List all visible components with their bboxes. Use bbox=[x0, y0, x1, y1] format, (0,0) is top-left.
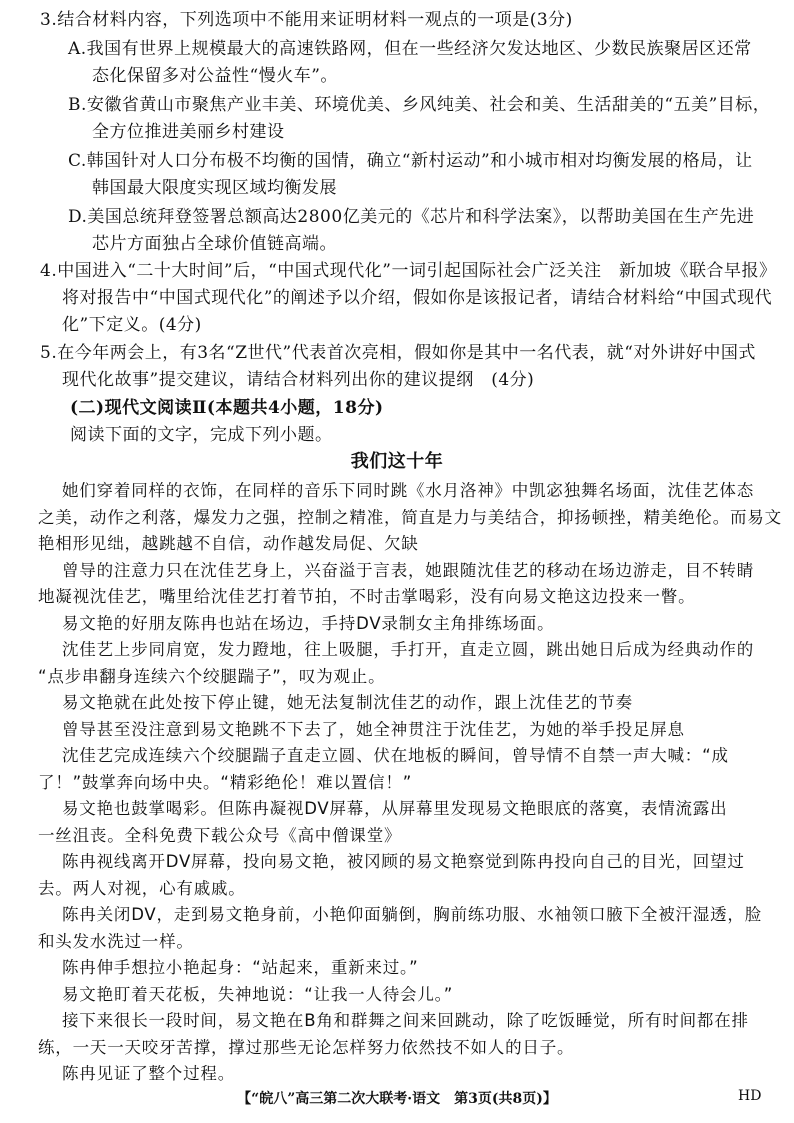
passage-line: 和头发水洗过一样。 bbox=[38, 932, 194, 951]
passage-line: 陈冉视线离开DV屏幕，投向易文艳，被冈顾的易文艳察觉到陈冉投向自己的目光，回望过 bbox=[62, 852, 745, 871]
passage-line: 她们穿着同样的衣饰，在同样的音乐下同时跳《水月洛神》中凯宓独舞名场面，沈佳艺体态 bbox=[62, 481, 754, 500]
passage-line: 了！”鼓掌奔向场中央。“精彩绝伦！难以置信！” bbox=[38, 773, 413, 792]
passage-line: 地凝视沈佳艺，嘴里给沈佳艺打着节拍，不时击掌喝彩，没有向易文艳这边投来一瞥。 bbox=[38, 587, 696, 606]
option-c-line-1: C.韩国针对人口分布极不均衡的国情，确立“新村运动”和小城市相对均衡发展的格局，让 bbox=[68, 151, 753, 171]
passage-line: 陈冉关闭DV，走到易文艳身前，小艳仰面躺倒，胸前练功服、水袖领口腋下全被汗湿透，脸 bbox=[62, 905, 763, 924]
passage-line: 陈冉伸手想拉小艳起身：“站起来，重新来过。” bbox=[62, 958, 419, 977]
passage-title: 我们这十年 bbox=[350, 451, 444, 472]
passage-line: 陈冉见证了整个过程。 bbox=[62, 1064, 235, 1083]
question-4-line-2: 将对报告中“中国式现代化”的阐述予以介绍，假如你是该报记者，请结合材料给“中国式现代 bbox=[62, 288, 773, 308]
footer-tag: HD bbox=[738, 1088, 762, 1104]
passage-line: 一丝沮丧。全科免费下载公众号《高中僧课堂》 bbox=[38, 826, 402, 845]
passage-line: 易文艳也鼓掌喝彩。但陈冉凝视DV屏幕，从屏幕里发现易文艳眼底的落寞，表情流露出 bbox=[62, 799, 728, 818]
passage-line: 沈佳艺完成连续六个绞腿踹子直走立圆、伏在地板的瞬间，曾导情不自禁一声大喊：“成 bbox=[62, 746, 729, 765]
option-c-line-2: 韩国最大限度实现区域均衡发展 bbox=[92, 178, 337, 198]
section-instruction: 阅读下面的文字，完成下列小题。 bbox=[70, 425, 333, 445]
passage-line: 艳相形见绌，越跳越不自信，动作越发局促、欠缺 bbox=[38, 534, 419, 553]
passage-line: 接下来很长一段时间，易文艳在B角和群舞之间来回跳动，除了吃饭睡觉，所有时间都在排 bbox=[62, 1011, 749, 1030]
passage-line: 易文艳就在此处按下停止键，她无法复制沈佳艺的动作，跟上沈佳艺的节奏 bbox=[62, 693, 633, 712]
passage-line: “点步串翻身连续六个绞腿踹子”，叹为观止。 bbox=[38, 667, 386, 686]
option-d-line-2: 芯片方面独占全球价值链高端。 bbox=[92, 234, 337, 254]
passage-line: 练，一天一天咬牙苦撑，撑过那些无论怎样努力依然技不如人的日子。 bbox=[38, 1038, 575, 1057]
passage-line: 去。两人对视，心有戚戚。 bbox=[38, 879, 246, 898]
passage-line: 曾导甚至没注意到易文艳跳不下去了，她全神贯注于沈佳艺，为她的举手投足屏息 bbox=[62, 720, 685, 739]
option-d-line-1: D.美国总统拜登签署总额高达2800亿美元的《芯片和科学法案》，以帮助美国在生产先进 bbox=[68, 207, 755, 227]
question-5-line-1: 5.在今年两会上，有3名“Z世代”代表首次亮相，假如你是其中一名代表，就“对外讲好中国式 bbox=[40, 343, 756, 363]
passage-line: 沈佳艺上步同肩宽，发力蹬地，往上吸腿，手打开，直走立圆，跳出她日后成为经典动作的 bbox=[62, 640, 754, 659]
option-a-line-2: 态化保留多对公益性“慢火车”。 bbox=[92, 66, 338, 86]
option-b-line-2: 全方位推进美丽乡村建设 bbox=[92, 122, 285, 142]
question-5-line-2: 现代化故事”提交建议，请结合材料列出你的建议提纲 (4分) bbox=[62, 370, 535, 390]
passage-line: 易文艳盯着天花板，失神地说：“让我一人待会儿。” bbox=[62, 985, 454, 1004]
passage-line: 易文艳的好朋友陈冉也站在场边，手持DV录制女主角排练场面。 bbox=[62, 614, 555, 633]
option-b-line-1: B.安徽省黄山市聚焦产业丰美、环境优美、乡风纯美、社会和美、生活甜美的“五美”目标， bbox=[68, 95, 771, 115]
option-a-line-1: A.我国有世界上规模最大的高速铁路网，但在一些经济欠发达地区、少数民族聚居区还常 bbox=[68, 39, 752, 59]
question-4-line-1: 4.中国进入“二十大时间”后，“中国式现代化”一词引起国际社会广泛关注 新加坡《联合早报》 bbox=[40, 261, 777, 281]
passage-line: 之美，动作之利落，爆发力之强，控制之精准，简直是力与美结合，抑扬顿挫，精美绝伦。而易文 bbox=[38, 508, 782, 527]
question-3-stem: 3.结合材料内容，下列选项中不能用来证明材料一观点的一项是(3分) bbox=[40, 10, 573, 30]
passage-line: 曾导的注意力只在沈佳艺身上，兴奋溢于言表，她跟随沈佳艺的移动在场边游走，目不转睛 bbox=[62, 561, 754, 580]
question-4-line-3: 化”下定义。(4分) bbox=[62, 315, 202, 335]
page-footer: 【“皖八”高三第二次大联考·语文 第3页(共8页)】 bbox=[237, 1091, 557, 1107]
section-heading: (二)现代文阅读Ⅱ(本题共4小题，18分) bbox=[70, 398, 384, 418]
